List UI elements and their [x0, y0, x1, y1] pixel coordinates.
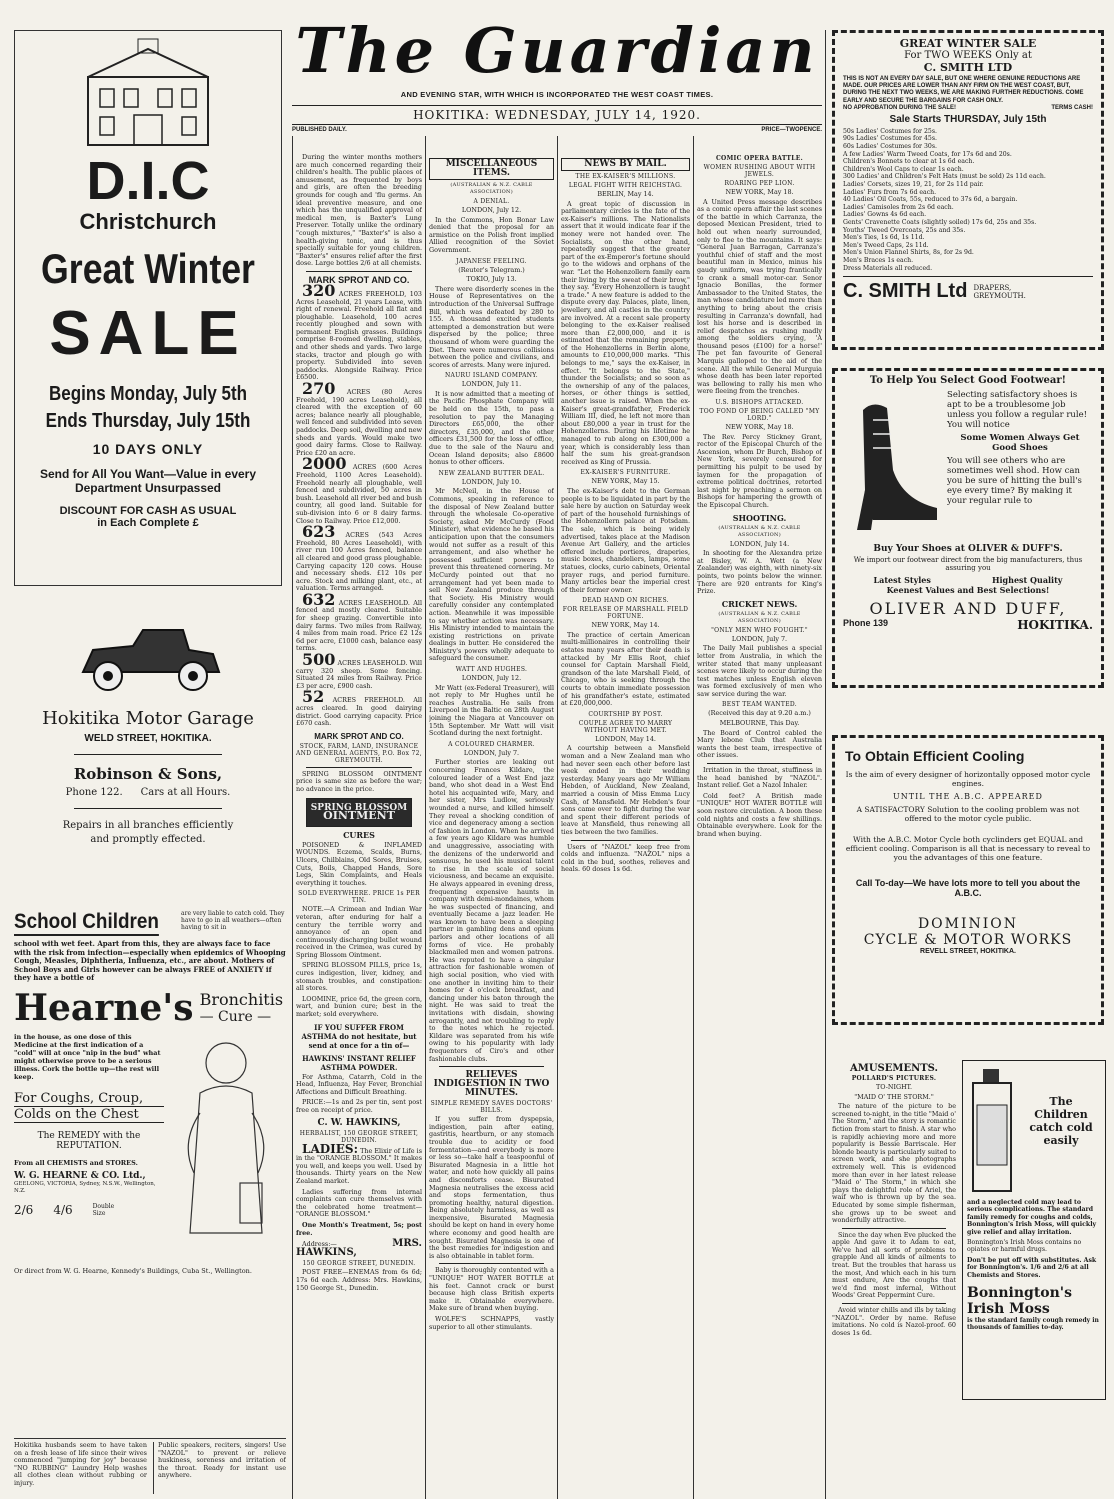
furniture-title: EX-KAISER'S FURNITURE.: [580, 469, 671, 477]
bonnington-ad: [962, 1060, 1106, 1400]
medicine-bottle-icon: [967, 1065, 1017, 1195]
land-1-num: 320: [302, 280, 336, 300]
address-label: Address:—: [302, 1240, 337, 1249]
hearne-size: Double Size: [92, 1202, 115, 1217]
furniture-text: The ex-Kaiser's debt to the German people is to be liquidated in part by the sale here by auction on Saturday week of part of the household furnishings of the Hohenzollern palace at Potsdam. The sale, which is being widely advertised, takes place at the Madison Avenue Art Gallery, and the articles offered include portieres, draperies, music boxes, chandeliers, lamps, some statues, clocks, curio cabinets, Oriental prayer rugs, and period furniture. Many articles bear the imperial crest of their former owner.: [561, 486, 690, 594]
cricket-title: CRICKET NEWS.: [721, 598, 798, 609]
land-6-num: 500: [302, 650, 336, 670]
dic-department: Department Unsurpassed: [74, 481, 222, 495]
smith-terms: TERMS CASH!: [1051, 104, 1093, 111]
kaiser-date: BERLIN, May 14.: [597, 190, 654, 198]
pills-text: SPRING BLOSSOM PILLS, price 1s, cures indigestion, liver, kidney, and stomach troubles, and constipation: all stores.: [296, 961, 422, 993]
team-text: The Board of Control cabled the Mary lebone Club that Australia wants the best team, irrespective of other issues.: [697, 728, 822, 760]
opera-text: A United Press message describes as a comic opera affair the last scenes of the battle in which Carranza, the deposed Mexican President, tried to hold out when nearly surrounded, only to flee to the mountains. It says: "General Juan Barragan, Carranza's youthful chief of staff and the most beautiful man in Mexico, minus his gaudy uniform, was trying frantically to crank a small motor-car. Senor Ignacio Bonillas, the former Ambassador to the United States, the man whose candidature led more than anything to bring about the crisis resulting in Carranza's downfall, had lost his horse and is described in relief despatches as rushing madly among the soldiers crying, 'A thousand pesos (£100) for a horse!' The pet fan favourite of General Marquis galloped to the aid of the scene. All the while General Murguia whose death has been later reported was bellowing to rally his men who were fleeing from the trenches.: [697, 197, 822, 396]
land-6: ACRES LEASEHOLD. Will carry 320 sheep. Some fencing. Situated 24 miles from Railway. Price £3 per acre, £900 cash.: [296, 659, 422, 690]
smith-sale-item: 90s Ladies' Costumes for 45s.: [843, 135, 937, 143]
shoes-ad: [832, 368, 1104, 688]
mrs-hawkins: MRS. HAWKINS,: [296, 1238, 422, 1258]
nazol-notice: Public speakers, reciters, singers! Use "NAZOL" to prevent or relieve huskiness, soreness and irritation of the throat. Ready for instant use anywhere.: [153, 1442, 286, 1494]
shooting-assoc: (AUSTRALIAN & N.Z. CABLE ASSOCIATION): [718, 524, 801, 538]
cycle-ad: [832, 735, 1104, 1025]
bonnington-text-2: Bonnington's Irish Moss contains no opiates or harmful drugs.: [967, 1239, 1082, 1254]
cycle-call: Call To-day—We have lots more to tell you about the A.B.C.: [855, 878, 1081, 898]
asthma-text: For Asthma, Catarrh, Cold in the Head, Influenza, Hay Fever, Bronchial Affections and Difficult Breathing.: [296, 1072, 422, 1096]
cycle-p1: Is the aim of every designer of horizontally opposed motor cycle engines.: [845, 770, 1091, 788]
hawkins-name: C. W. HAWKINS,: [317, 1117, 401, 1128]
mrs-address: 150 GEORGE STREET, DUNEDIN.: [302, 1260, 416, 1268]
team-date: MELBOURNE, This Day.: [719, 719, 800, 728]
dic-discount: DISCOUNT FOR CASH AS USUAL: [59, 505, 237, 517]
kaiser-text: A great topic of discussion in parliamentary circles is the fate of the ex-Kaiser's millions. The Nationalists assert that it would indicate fear if the money were not handed over. The Socialists, on the other hand, repeatedly suggest that the greater part of the ex-Emperor's fortune should go to the widows and orphans of the war. "Let the Hohenzollern family earn their living by the sweat of their brow," they say. "Every Hohenzollern is taught a trade." A new feature is added to the dispute every day. Palaces, plate, linen, jewellery, and all castles in the country are involved. At a recent sale property belonging to the ex-Kaiser realised more than £2,000,000, and it is estimated that the remaining property of the Hohenzollerns in Berlin alone, amounts to £10,000,000 marks. "This belongs to me," says the ex-Kaiser, in effect. "It belongs to the State," thunder the Socialists; and so soon as the ownership of any of the palaces, horses, or other things is settled, another issue is raised. When the ex-Kaiser's great-grandfather, Frederick William III, died, he left not more than about £80,000 a year in trust for the Hohenzollerns. During his lifetime he managed to rub along on £300,000 a year, which is considerably less than half the sum his great-grandson received as King of Prussia.: [561, 199, 690, 466]
hearne-house: in the house, as one dose of this Medicine at the first indication of a "cold" will at once "nip in the bud" what might otherwise prove to be a serious illness. Cork the bottle up—the rest will keep.: [14, 1032, 161, 1081]
hearne-colds: Colds on the Chest: [14, 1107, 164, 1123]
dic-dates-end: Ends Thursday, July 15th: [45, 410, 251, 432]
asthma-price: PRICE:—1s and 2s per tin, sent post free on receipt of price.: [296, 1098, 422, 1114]
courtship-sub: COUPLE AGREE TO MARRY WITHOUT HAVING MET.: [578, 719, 673, 734]
since-eve-poem: Since the day when Eve plucked the apple And gave it to Adam to eat, We've had all sorts of problems to grapple And all kinds of ailments to treat. But the troubles that harass us the most, And which each in his turn must endure, Are the coughs that we'd find most infernal, Without Woods' Great Peppermint Cure.: [832, 1230, 956, 1300]
smith-headline: GREAT WINTER SALE: [899, 37, 1037, 50]
garage-repairs: Repairs in all branches efficiently and promptly effected.: [62, 820, 234, 845]
smith-sale-item: Children's Wool Caps to clear 1s each.: [843, 165, 964, 173]
riches-title: DEAD HAND ON RICHES.: [582, 597, 669, 605]
charmer-date: LONDON, July 7.: [463, 748, 520, 757]
month-treatment: One Month's Treatment, 5s; post free.: [296, 1220, 422, 1237]
land-4-num: 623: [302, 522, 336, 542]
cycle-p3: With the A.B.C. Motor Cycle both cyclinders get EQUAL and efficient cooling. Comparison is all that is necessary to reveal to you the advantages of this one feature.: [845, 835, 1091, 862]
watt-date: LONDON, July 12.: [461, 674, 522, 683]
relieves-title: RELIEVES INDIGESTION IN TWO MINUTES.: [433, 1070, 550, 1099]
column-2: [296, 154, 422, 1494]
enemas-text: POST FREE—ENEMAS from 6s 6d; 17s 6d each. Address: Mrs. Hawkins, 150 George St., Dunedin.: [296, 1268, 422, 1292]
smith-sale-item: Dress Materials all reduced.: [843, 264, 933, 272]
motor-car-illustration: [63, 620, 233, 700]
hearne-company: W. G. HEARNE & CO. Ltd.,: [14, 1170, 146, 1181]
ointment-logo-bottom: OINTMENT: [323, 809, 395, 823]
dic-sale: SALE: [49, 299, 247, 368]
shoes-town: HOKITIKA.: [1017, 618, 1093, 632]
smith-sale-item: 300 Ladies' and Children's Felt Hats (must be sold) 2s 11d each.: [843, 173, 1046, 181]
hearne-brand: Hearne's: [14, 986, 194, 1029]
avoid-chills: Avoid winter chills and ills by taking "NAZOL". Order by name. Refuse imitations. No cold is Nazol-proof. 60 doses 1s 6d.: [832, 1306, 956, 1337]
land-5: ACRES LEASEHOLD. All fenced and mostly cleared. Suitable for sheep grazing. Convertible into dairy farms. Two miles from Railway, 4 miles from main road. Price £2 12s 6d per acre, £1000 cash, balance easy terms.: [296, 598, 422, 653]
dic-building-illustration: [68, 37, 228, 147]
cycle-name-1: DOMINION: [917, 916, 1019, 932]
opera-sub: WOMEN RUSHING ABOUT WITH JEWELS.: [703, 164, 816, 178]
ladies-treatment: Ladies suffering from internal complaints can cure themselves with the celebrated home treatment— "ORANGE BLOSSOM.": [296, 1187, 422, 1219]
cycle-p2: A SATISFACTORY Solution to the cooling problem was not offered to the motor cycle public.: [856, 805, 1080, 823]
hearne-footer: Or direct from W. G. Hearne, Kennedy's Buildings, Cuba St., Wellington.: [14, 1266, 252, 1275]
wolfe-text: WOLFE'S SCHNAPPS, vastly superior to all other stimulants.: [429, 1315, 554, 1331]
bishops-sub: TOO FOND OF BEING CALLED "MY LORD.": [699, 408, 820, 423]
shoes-name: OLIVER AND DUFF,: [869, 599, 1067, 618]
shoes-p3: You will see others who are sometimes well shod. How can you be sure of hitting the bull's eye every time? By making it your regular rule to: [947, 456, 1082, 506]
bishops-title: U.S. BISHOPS ATTACKED.: [715, 399, 804, 407]
bonnington-text-3: Don't be put off with substitutes. Ask for Bonnington's. 1/6 and 2/6 at all Chemists and Stores.: [967, 1256, 1097, 1279]
dic-city: Christchurch: [79, 209, 217, 234]
ointment-logo-top: SPRING BLOSSOM: [310, 802, 408, 813]
courtship-date: LONDON, May 14.: [595, 734, 656, 743]
nauru-text: It is now admitted that a meeting of the Pacific Phosphate Company will be held on the 15th, to pass a resolution to pay the Managing Directors £65,000, the other directors, £35,000, and the other officers £31,500 for the loss of office, due to the sale of the Nauru and Ocean Island deposits; also £8600 honus to other officers.: [429, 389, 554, 467]
amusements-title: AMUSEMENTS.: [849, 1063, 938, 1074]
loomine-text: LOOMINE, price 6d, the green corn, wart, and bunion cure; best in the market; sold everywhere.: [296, 994, 422, 1019]
bonnington-tagline: is the standard family cough remedy in thousands of families to-day.: [967, 1317, 1099, 1332]
land-7: ACRES FREEHOLD. All acres cleared. In good dairying district. Good carrying capacity. Price £670 cash.: [296, 696, 422, 728]
shoes-latest: Latest Styles: [873, 575, 931, 585]
news-mail-title: NEWS BY MAIL.: [561, 158, 690, 171]
opera-date: NEW YORK, May 18.: [725, 188, 794, 196]
hearne-remedy: The REMEDY with the: [37, 1130, 141, 1141]
nauru-title: NAURU ISLAND COMPANY.: [444, 372, 538, 380]
cycle-name-2: CYCLE & MOTOR WORKS: [863, 932, 1073, 948]
amusements: [832, 1060, 956, 1495]
bishops-date: NEW YORK, May 18.: [725, 423, 794, 432]
hearne-price-small: 2/6: [14, 1202, 34, 1217]
butter-date: LONDON, July 10.: [461, 477, 522, 486]
furniture-date: NEW YORK, May 15.: [591, 477, 660, 486]
hearne-illustration: [170, 1033, 282, 1263]
storm-title: "MAID O' THE STORM.": [854, 1092, 934, 1101]
cold-feet-text: Cold feet? A British made "UNIQUE" HOT WATER BOTTLE will soon restore circulation. A boon these cold nights and costs a few shillings. Obtainable everywhere. Look for the brand when buying.: [697, 791, 822, 838]
garage-name: Hokitika Motor Garage: [42, 708, 254, 729]
cures-title: CURES: [343, 829, 375, 840]
hearne-reputation: REPUTATION.: [56, 1140, 122, 1151]
column-3: [429, 154, 554, 1494]
bottom-left-notices: [14, 1438, 286, 1494]
shoes-p2: Some Women Always Get Good Shoes: [960, 433, 1080, 453]
herbalist-address: HERBALIST, 150 GEORGE STREET, DUNEDIN.: [299, 1129, 419, 1144]
denial-date: LONDON, July 12.: [461, 206, 522, 214]
kaiser-title: THE EX-KAISER'S MILLIONS.: [575, 173, 676, 180]
masthead-title: The Guardian: [295, 16, 819, 87]
ladies-label: LADIES:: [302, 1141, 359, 1156]
butter-title: NEW ZEALAND BUTTER DEAL.: [438, 469, 545, 477]
price-label: PRICE—TWOPENCE.: [761, 127, 822, 133]
smith-starts: Sale Starts THURSDAY, July 15th: [889, 113, 1047, 125]
smith-sale-item: Ladies' Camisoles from 2s 6d each.: [843, 203, 954, 211]
cricket-assoc: (AUSTRALIAN & N.Z. CABLE ASSOCIATION): [718, 610, 801, 624]
opera-sub-2: ROARING PEP LION.: [724, 180, 795, 187]
watt-text: Mr Watt (ex-Federal Treasurer), will not reply to Mr Hughes until he reaches Australia. He sails from Liverpool in the Baltic on 28th August joining the Niagara at Vancouver on 15th September. Mr Watt will visit Scotland during the next fortnight.: [429, 683, 554, 738]
smith-items-list: [843, 128, 1093, 272]
shoes-buy: Buy Your Shoes at OLIVER & DUFF'S.: [873, 544, 1063, 554]
smith-sale-item: Ladies' Gowns 4s 6d each.: [843, 211, 927, 219]
bonnington-top: The Children catch cold easily: [1029, 1095, 1093, 1147]
denial-title: A DENIAL.: [473, 198, 510, 205]
bonnington-brand-2: Irish Moss: [967, 1301, 1050, 1318]
land-1: ACRES FREEHOLD, 103 Acres Leasehold, 21 years Lease, with right of renewal. Freehold all flat and ploughable. Leasehold, 100 acres recently ploughed and sown with permanent English grasses. Buildings comprise 8-roomed dwelling, stables, and other sheds and yards. Two large stacks, tractor and plough go with property. Subdivided into seven paddocks. Alongside Railway. Price £6500.: [296, 289, 422, 382]
smith-intro: THIS IS NOT AN EVERY DAY SALE, BUT ONE WHERE GENUINE REDUCTIONS ARE MADE. OUR PRICES ARE LOWER THAN ANY FIRM ON THE WEST COAST, BUT, DURING THE NEXT TWO WEEKS, WE ARE MAKING FURTHER REDUCTIONS. COME EARLY AND SECURE THE BARGAINS FOR CASH ONLY.: [843, 76, 1084, 104]
relieves-text: If you suffer from dyspepsia, indigestion, pain after eating, gastritis, heartburn, or any stomach trouble due to acidity or food fermentation—and everybody is more or less so—take half a teaspoonful of Bisurated Magnesia in a little hot water, and note how quickly all pains and discomforts cease. Bisurated Magnesia neutralises the excess acid and stops fermentation, thus promoting healthy, natural digestion. Being absolutely harmless, as well as inexpensive, Bisurated Magnesia should be kept on hand in every home where economy and good health are sought. Bisurated Magnesia is one of the best remedies for indigestion and is also obtainable in tablet form.: [429, 1115, 554, 1260]
hearne-coughs: For Coughs, Croup,: [14, 1091, 164, 1107]
ladies-text: The Elixir of Life is in the "ORANGE BLOSSOM." It makes you well, and keeps you well. Used by thousands. Thirty years on the New Zealand market.: [296, 1146, 422, 1185]
cycle-street: REVELL STREET, HOKITIKA.: [920, 948, 1016, 955]
hearne-ad: [14, 910, 286, 1430]
smith-sale-item: 60s Ladies' Costumes for 30s.: [843, 143, 937, 150]
smith-sale-item: 40 Ladies' Oil Coats, 55s, reduced to 37s 6d, a bargain.: [843, 196, 1018, 204]
nauru-date: LONDON, July 11.: [461, 380, 522, 389]
misc-title: MISCELLANEOUS ITEMS.: [429, 158, 554, 180]
smith-for-two: For TWO WEEKS Only at: [904, 50, 1032, 61]
team-sub: (Received this day at 9.20 a.m.): [708, 709, 811, 718]
land-7-num: 52: [302, 687, 325, 707]
misc-assoc: (AUSTRALIAN & N.Z. CABLE ASSOCIATION): [450, 182, 533, 195]
shooting-text: In shooting for the Alexandra prize at Bisley, W. A. Wett (a New Zealander) was eighth, with ninety-six points, two points below the winner. There are 920 entrants for King's Prize.: [697, 549, 822, 596]
shoes-import: We import our footwear direct from the big manufacturers, thus assuring you: [853, 556, 1083, 572]
nazol-users: Users of "NAZOL" keep free from colds and influenza. "NAZOL" nips a cold in the bud, soothes, relieves and heals. 60 doses 1s 6d.: [561, 842, 690, 874]
land-3-num: 2000: [302, 454, 347, 474]
baxter-article: During the winter months mothers are much concerned regarding their children's health. The public places of amusement, as frequented by boys and girls, are often the breeding grounds for cough and 'flu germs. An ideal preventive measure, and one which has the unqualified approval of medical men, is Baxter's Lung Preserver. Totally unlike the ordinary "cough mixtures," "Baxter's" is also a health-giving tonic, and is thus specially suitable for young children. "Baxter's" ensures relief after the first dose. Large bottles 2/6 at all chemists.: [296, 154, 422, 268]
baby-text: Baby is thoroughly contented with a "UNIQUE" HOT WATER BOTTLE at his feet. Cannot crack or burst because high class British experts make it. Obtainable everywhere. Make sure of brand when buying.: [429, 1266, 554, 1313]
column-5: [697, 154, 822, 1494]
hearne-product: Bronchitis: [199, 990, 284, 1009]
shoes-headline: To Help You Select Good Footwear!: [869, 375, 1067, 386]
amusements-text: The nature of the picture to be screened to-night, in the title "Maid o' The Storm," and the story is romantic fiction from start to finish. A star who is rapidly achieving more and more popularity is Bessie Barriscale. Her blonde beauty is particularly suited to screen work, and she photographs extremely well. This is evidenced more than ever in her latest release "Maid o' The Storm," in which she plays the delightful role of Ariel, the waif who is thrown up by the sea. Educated by some simple fisherman, she grows up to be sweet and wonderfully attractive.: [832, 1102, 956, 1225]
smith-sale-item: Men's Tweed Caps, 2s 11d.: [843, 241, 929, 249]
dic-discount-2: in Each Complete £: [97, 517, 199, 529]
cycle-until: UNTIL THE A.B.C. APPEARED: [893, 792, 1043, 801]
smith-sale-item: Ladies' Corsets, sizes 19, 21, for 2s 11d pair.: [843, 180, 984, 188]
hearne-product-cure: — Cure —: [199, 1009, 272, 1025]
land-2: ACRES (80 Acres Freehold, 190 acres Leasehold), all cleared with the exception of 60 acres; balance nearly all ploughable, well fenced and subdivided into seven paddocks. Deep soil, dwelling and new sheds and yards. Would make two good dairy farms. Close to Railway. Price £20 an acre.: [296, 388, 422, 457]
smith-footer-drapers: DRAPERS,: [973, 283, 1012, 292]
sold-everywhere: SOLD EVERYWHERE. PRICE 1s PER TIN.: [298, 890, 420, 905]
shoes-phone: Phone 139: [843, 618, 889, 628]
dic-brand: D.I.C: [86, 151, 210, 211]
bonnington-brand: Bonnington's: [967, 1285, 1072, 1302]
land-2-num: 270: [302, 379, 336, 399]
asthma-powder: HAWKINS' INSTANT RELIEF ASTHMA POWDER.: [302, 1053, 416, 1072]
courtship-title: COURTSHIP BY POST.: [588, 710, 663, 718]
garage-owner: Robinson & Sons,: [73, 765, 223, 783]
cricket-sub: "ONLY MEN WHO FOUGHT.": [711, 626, 808, 634]
smith-sale-item: Youths' Tweed Overcoats, 25s and 35s.: [843, 226, 966, 234]
riches-date: NEW YORK, May 14.: [591, 621, 660, 630]
garage-cars: Cars at all Hours.: [140, 787, 231, 798]
charmer-title: A COLOURED CHARMER.: [448, 740, 535, 748]
dic-dates-begin: Begins Monday, July 5th: [48, 383, 248, 405]
smith-company: C. SMITH LTD: [923, 61, 1013, 74]
japan-date: TOKIO, July 13.: [466, 275, 517, 284]
shoes-keenest: Keenest Values and Best Selections!: [886, 585, 1050, 595]
column-4: [561, 154, 690, 1494]
laundry-notice: Hokitika husbands seem to have taken on a fresh lease of life since their wives commenced "jumping for joy" because "NO RUBBING" Laundry Help washes all clothes clean without rubbing or injury.: [14, 1441, 147, 1487]
team-title: BEST TEAM WANTED.: [721, 701, 797, 709]
sprot-title: MARK SPROT AND CO.: [308, 274, 410, 285]
cricket-text: The Daily Mail publishes a special letter from Australia, in which the writer stated that many unpleasant scenes were likely to occur during the test matches unless English eleven was formed exclusively of men who saw service during the war.: [697, 644, 822, 698]
cures-text: POISONED & INFLAMED WOUNDS. Eczema, Scalds, Burns, Ulcers, Chilblains, Old Sores, Bruises, Cuts, Boils, Chapped Hands, Sore Legs, Skin Complaints, and Heals everything it touches.: [296, 840, 422, 887]
cricket-date: LONDON, July 7.: [731, 634, 788, 643]
opera-title: COMIC OPERA BATTLE.: [715, 155, 804, 162]
irritation-text: Irritation in the throat, stuffiness in the head banished by "NAZOL". Instant relief. Get a Nazol Inhaler.: [697, 766, 822, 790]
shooting-date: LONDON, July 14.: [729, 539, 790, 548]
cycle-headline: To Obtain Efficient Cooling: [845, 748, 1025, 764]
asthma-heading: IF YOU SUFFER FROM ASTHMA do not hesitate, but send at once for a tin of—: [301, 1022, 417, 1050]
sprot-footer: STOCK, FARM, LAND, INSURANCE AND GENERAL AGENTS, P.O. Box 72, GREYMOUTH.: [296, 742, 422, 764]
smith-sale-item: Men's Ties, 1s 6d, 1s 11d.: [843, 234, 925, 242]
dic-ad: [14, 30, 282, 586]
japan-text: There were disorderly scenes in the House of Representatives on the introduction of the Universal Suffrage Bill, which was defeated by 280 to 155. A thousand excited students attempted a demonstration but were dispersed by the police; three thousand of whom were guarding the Diet. There were numerous collisions between the police and civilians, and scores of arrests. Many were injured.: [429, 284, 554, 369]
hearne-aside: are very liable to catch cold. They have to go in all weathers—often having to sit in: [181, 910, 285, 931]
hearne-address: GEELONG, VICTORIA, Sydney, N.S.W., Wellington, N.Z.: [14, 1180, 156, 1194]
smith-sale-item: Men's Braces 1s each.: [843, 256, 914, 264]
smith-sale-item: A few Ladies' Warm Tweed Coats, for 17s 6d and 20s.: [843, 150, 1012, 158]
denial-text: In the Commons, Hon Bonar Law denied that the proposal for an armistice on the Polish front implied Allied recognition of the Soviet Government.: [429, 215, 554, 254]
land-4: ACRES (543 Acres Freehold, 80 Acres Leasehold), with river run 100 Acres fenced, balance all cleared and good grass ploughable. Carrying capacity 120 cows. House and necessary sheds. £12 10s per acre. Stock and milking plant, etc., at valuation. Terms arranged.: [296, 531, 422, 593]
bonnington-text-1: and a neglected cold may lead to serious complications. The standard family remedy for coughs and colds, Bonnington's Irish Moss, will quickly give relief and allay irritation.: [967, 1199, 1097, 1236]
ointment-intro: SPRING BLOSSOM OINTMENT price is same size as before the war; no advance in the price.: [296, 769, 422, 793]
japan-title: JAPANESE FEELING.: [456, 257, 527, 265]
smith-ad: [832, 30, 1104, 350]
bishops-text: The Rev. Percy Stickney Grant, rector of the Episcopal Church of the Ascension, whom Dr Burch, Bishop of New York, severely censured for permitting his pulpit to be used by laymen for the propagation of extreme political doctrines, retorted last night by preaching a sermon on Bishops for hampering the growth of the Episcopal Church.: [697, 432, 822, 509]
smith-approval: NO APPROBATION DURING THE SALE!: [843, 104, 957, 111]
dic-days: 10 DAYS ONLY: [92, 441, 204, 457]
shooting-title: SHOOTING.: [732, 512, 787, 523]
smith-sale-item: 50s Ladies' Costumes for 25s.: [843, 127, 937, 135]
masthead: [292, 16, 822, 136]
hearne-body: school with wet feet. Apart from this, they are always face to face with the risk from infection—especially when epidemics of Whooping Cough, Measles, Diphtheria, Influenza, etc., are about. Mothers of School Boys and Girls however can be always FREE of ANXIETY if they have a bottle of: [14, 939, 286, 982]
land-5-num: 632: [302, 589, 336, 609]
dic-headline: Great Winter: [41, 245, 255, 292]
ointment-logo: [306, 798, 412, 827]
smith-sale-item: Ladies' Furs from 7s 6d each.: [843, 188, 937, 196]
courtship-text: A courtship between a Mansfield woman and a New Zealand man who had never seen each other before last week ended in their wedding yesterday. Many years ago Mr William Hebden, of Auckland, New Zealand, married a cousin of Miss Emma Lucy Cash, of Mansfield. Mr Hebden's four sons came over to fight during the war and spent their different periods of leave at Mansfield, thus renewing all ties between the two families.: [561, 744, 690, 836]
shoes-p1: Selecting satisfactory shoes is apt to be a troublesome job unless you follow a regular rule! You will notice: [947, 390, 1088, 430]
tonight-label: TO-NIGHT.: [875, 1083, 913, 1091]
charmer-text: Further stories are leaking out concerning Frances Kildare, the coloured leader of a West End jazz band, who shot dead in a West End hotel his acquainted wife, Mary, and her sister, Mrs Ludlow, seriously wounded a nurse, and killed himself. They reveal a shocking condition of vice and degeneracy among a section of fashion in London. When he arrived a few years ago Kildare was humble and unaggressive, associating with the denizens of the underworld and sensuous, he used his musical talent to rise in the scale of social viciousness, and became an exquisite. He always appeared in evening dress, frequenting expensive haunts in company with demi-mondaines, whom he was suspected of financing, and eventually became a jazz leader. He was known to have been a sleeping partner in gambling dens and opium parlors and other locations of all forms of vice. He probably blackmailed men and women patrons. He was reputed to have a singular attraction for fashionable women of high social position, who vied with one another in inviting him to their homes for 4 o'clock breakfast, and dancing under his baton through the night. He was said to treat the invitations with disdain, showing arrogantly, and not troubling to reply to the notes which he rejected. Kildare was separated from his wife owing to his popularity with lady frequenters of Ciro's and other fashionable clubs.: [429, 758, 554, 1063]
smith-footer-town: GREYMOUTH.: [973, 291, 1026, 300]
riches-text: The practice of certain American multi-millionaires in controlling their estates many years after their death is attacked by Mr Ellis Root, chief counsel for Captain Marshall Field, grandson of the late Marshall Field, of Chicago, who is seeking through the courts to obtain immediate possession of his grandfather's estate, estimated at £20,000,000.: [561, 630, 690, 708]
smith-sale-item: Gents' Cravenette Coats (slightly soiled) 17s 6d, 25s and 35s.: [843, 218, 1037, 226]
hearne-price-large: 4/6: [53, 1202, 73, 1217]
hearne-headline: School Children: [14, 910, 159, 936]
japan-source: (Reuter's Telegram.): [458, 265, 525, 274]
masthead-dateline: HOKITIKA: WEDNESDAY, JULY 14, 1920.: [413, 108, 701, 122]
pollard-title: POLLARD'S PICTURES.: [851, 1075, 937, 1082]
smith-footer-name: C. SMITH Ltd: [843, 280, 968, 303]
smith-sale-item: Men's Union Flannel Shirts, 8s, for 2s 9d.: [843, 249, 974, 257]
garage-ad: [14, 620, 282, 880]
garage-phone: Phone 122.: [65, 787, 123, 798]
butter-text: Mr McNeil, in the House of Commons, speaking in reference to the disposal of New Zealand butter through the wholesale Co-operative Society, asked Mr McCurdy (Food Minister), what evidence he based his anticipation upon that the consumers would not suffer as a result of this arrangement, and also whether he possessed sufficient powers to prevent this threatened cornering. Mr McCurdy pointed out that no arrangement had yet been made to sell New Zealand produce through that Society. His Ministry would carefully consider any contemplated action. Meanwhile it was impossible to say whether action was necessary. His Ministry intended to maintain the existing restrictions on private dealings in butter. He considered the Ministry's powers wholly adequate to safeguard the consumer.: [429, 487, 554, 663]
relieves-sub: SIMPLE REMEDY SAVES DOCTORS' BILLS.: [430, 1100, 553, 1115]
garage-street: WELD STREET, HOKITIKA.: [84, 733, 212, 744]
masthead-subtitle: AND EVENING STAR, WITH WHICH IS INCORPORATED THE WEST COAST TIMES.: [400, 90, 714, 99]
dic-send: Send for All You Want—Value in every: [39, 467, 257, 481]
shoe-illustration: [843, 390, 943, 540]
hearne-from: From all CHEMISTS and STORES.: [14, 1158, 138, 1167]
kaiser-sub: LEGAL FIGHT WITH REICHSTAG.: [568, 182, 683, 189]
crimean-note: NOTE.—A Crimean and Indian War veteran, after enduring for half a century the terrible worry and annoyance of an open and continuously discharging bullet wound received in the Crimea, was cured by Spring Blossom Ointment.: [296, 905, 422, 959]
land-3: ACRES (600 Acres Freehold, 1100 Acres Leasehold). Freehold nearly all ploughable, well fenced and subdivided, 50 acres in bush. Leasehold all river bed and bush country, all good land. Suitable for sub-division into 6 or 8 dairy farms. Close to Railway. Price £12,000.: [296, 463, 422, 525]
watt-title: WATT AND HUGHES.: [455, 666, 528, 674]
smith-sale-item: Children's Bonnets to clear at 1s 6d each.: [843, 158, 975, 166]
published-label: PUBLISHED DAILY.: [292, 127, 347, 133]
riches-sub: FOR RELEASE OF MARSHALL FIELD FORTUNE.: [562, 606, 689, 621]
sprot-footer-title: MARK SPROT AND CO.: [314, 731, 404, 741]
shoes-quality: Highest Quality: [991, 575, 1063, 585]
